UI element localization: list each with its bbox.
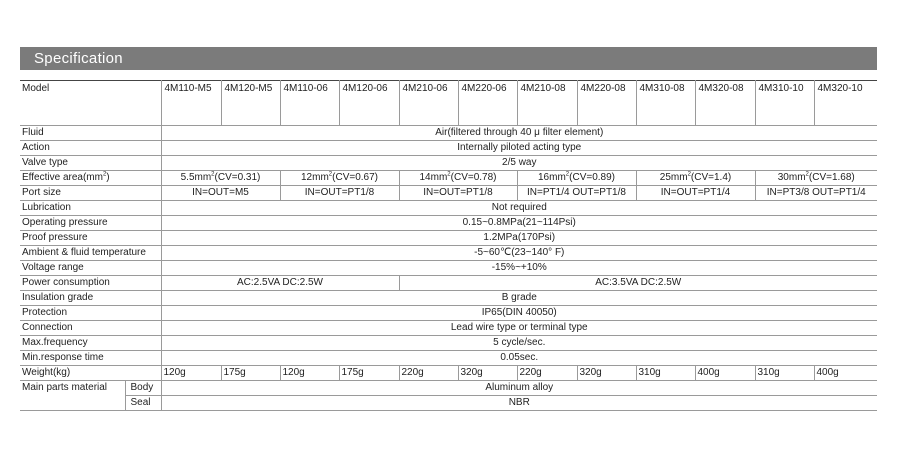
- model-header: 4M310-08: [636, 81, 695, 126]
- effective-area-cell: [161, 171, 280, 186]
- power-cell: AC:2.5VA DC:2.5W: [161, 276, 399, 291]
- area-sup: 2: [328, 171, 333, 178]
- table-row-power-consumption: [20, 276, 877, 291]
- area-cv: (CV=0.67): [332, 172, 378, 183]
- area-cv: (CV=1.68): [808, 172, 855, 183]
- row-label: Lubrication: [20, 201, 161, 216]
- row-label: Voltage range: [20, 261, 161, 276]
- table-row-protection: [20, 306, 877, 321]
- weight-cell: 320g: [458, 366, 517, 381]
- table-row-effective-area: [20, 171, 877, 186]
- row-label: Power consumption: [20, 276, 161, 291]
- model-header: 4M220-08: [577, 81, 636, 126]
- row-label: Proof pressure: [20, 231, 161, 246]
- row-label: Min.response time: [20, 351, 161, 366]
- area-cv: (CV=0.78): [450, 172, 497, 183]
- model-header: 4M110-06: [280, 81, 339, 126]
- row-label: [20, 171, 161, 186]
- weight-cell: 310g: [755, 366, 814, 381]
- specification-table: [20, 80, 877, 411]
- row-value: Not required: [161, 201, 877, 216]
- weight-cell: 400g: [695, 366, 755, 381]
- table-row-max-frequency: [20, 336, 877, 351]
- table-row-model: [20, 81, 877, 126]
- effective-area-cell: [755, 171, 877, 186]
- row-value: NBR: [161, 396, 877, 411]
- table-row-voltage-range: [20, 261, 877, 276]
- row-label: Fluid: [20, 126, 161, 141]
- area-value: 25mm: [659, 172, 688, 183]
- model-header: 4M320-10: [814, 81, 877, 126]
- area-value: 5.5mm: [180, 172, 212, 183]
- table-row-connection: [20, 321, 877, 336]
- table-row-operating-pressure: [20, 216, 877, 231]
- table-row-proof-pressure: [20, 231, 877, 246]
- table-row-insulation-grade: [20, 291, 877, 306]
- row-label: Ambient & fluid temperature: [20, 246, 161, 261]
- port-size-cell: IN=OUT=M5: [161, 186, 280, 201]
- port-size-cell: IN=OUT=PT1/8: [399, 186, 517, 201]
- weight-cell: 175g: [221, 366, 280, 381]
- area-value: 12mm: [301, 172, 329, 183]
- weight-cell: 320g: [577, 366, 636, 381]
- table-row-port-size: [20, 186, 877, 201]
- row-value: Internally piloted acting type: [161, 141, 877, 156]
- row-label: Weight(kg): [20, 366, 161, 381]
- section-title-bar: [20, 47, 877, 70]
- row-label: Operating pressure: [20, 216, 161, 231]
- port-size-cell: IN=OUT=PT1/4: [636, 186, 755, 201]
- area-cv: (CV=1.4): [690, 172, 732, 183]
- row-label: Connection: [20, 321, 161, 336]
- table-row-action: [20, 141, 877, 156]
- table-row-material-seal: [20, 396, 877, 411]
- label-sup: 2: [102, 171, 107, 178]
- area-value: 30mm: [777, 172, 806, 183]
- row-label: Protection: [20, 306, 161, 321]
- port-size-cell: IN=OUT=PT1/8: [280, 186, 399, 201]
- row-label: Max.frequency: [20, 336, 161, 351]
- table-row-fluid: [20, 126, 877, 141]
- weight-cell: 120g: [280, 366, 339, 381]
- table-row-ambient-temperature: [20, 246, 877, 261]
- model-header: 4M210-06: [399, 81, 458, 126]
- row-label: Valve type: [20, 156, 161, 171]
- row-label-model: Model: [20, 81, 161, 126]
- model-header: 4M120-M5: [221, 81, 280, 126]
- model-header: 4M220-06: [458, 81, 517, 126]
- area-sup: 2: [211, 171, 215, 178]
- area-sup: 2: [447, 171, 451, 178]
- row-value: -15%~+10%: [161, 261, 877, 276]
- table-row-min-response: [20, 351, 877, 366]
- area-sup: 2: [805, 171, 809, 178]
- weight-cell: 400g: [814, 366, 877, 381]
- area-cv: (CV=0.31): [214, 172, 261, 183]
- effective-area-cell: [636, 171, 755, 186]
- effective-area-cell: [280, 171, 399, 186]
- row-value: 0.15~0.8MPa(21~114Psi): [161, 216, 877, 231]
- area-sup: 2: [565, 171, 570, 178]
- weight-cell: 310g: [636, 366, 695, 381]
- weight-cell: 175g: [339, 366, 399, 381]
- weight-cell: 220g: [517, 366, 577, 381]
- model-header: 4M210-08: [517, 81, 577, 126]
- model-header: 4M310-10: [755, 81, 814, 126]
- row-value: -5~60℃(23~140° F): [161, 246, 877, 261]
- label-end: ): [106, 172, 110, 183]
- area-value: 16mm: [538, 172, 566, 183]
- area-sup: 2: [687, 171, 691, 178]
- table-row-material-body: [20, 381, 877, 396]
- row-value: B grade: [161, 291, 877, 306]
- row-label: Main parts material: [20, 381, 125, 411]
- sub-label-seal: Seal: [125, 396, 161, 411]
- row-value: IP65(DIN 40050): [161, 306, 877, 321]
- model-header: 4M320-08: [695, 81, 755, 126]
- row-value: Lead wire type or terminal type: [161, 321, 877, 336]
- model-header: 4M110-M5: [161, 81, 221, 126]
- power-cell: AC:3.5VA DC:2.5W: [399, 276, 877, 291]
- row-label: Port size: [20, 186, 161, 201]
- row-label: Insulation grade: [20, 291, 161, 306]
- row-value: Air(filtered through 40 μ filter element): [161, 126, 877, 141]
- area-cv: (CV=0.89): [569, 172, 615, 183]
- weight-cell: 220g: [399, 366, 458, 381]
- row-label: Action: [20, 141, 161, 156]
- port-size-cell: IN=PT1/4 OUT=PT1/8: [517, 186, 636, 201]
- row-value: Aluminum alloy: [161, 381, 877, 396]
- port-size-cell: IN=PT3/8 OUT=PT1/4: [755, 186, 877, 201]
- row-value: 0.05sec.: [161, 351, 877, 366]
- row-value: 5 cycle/sec.: [161, 336, 877, 351]
- row-value: 1.2MPa(170Psi): [161, 231, 877, 246]
- row-value: 2/5 way: [161, 156, 877, 171]
- effective-area-cell: [399, 171, 517, 186]
- table-row-weight: [20, 366, 877, 381]
- model-header: 4M120-06: [339, 81, 399, 126]
- sub-label-body: Body: [125, 381, 161, 396]
- weight-cell: 120g: [161, 366, 221, 381]
- table-row-lubrication: [20, 201, 877, 216]
- section-title: Specification: [34, 50, 123, 67]
- label-text: Effective area(mm: [22, 172, 103, 183]
- area-value: 14mm: [419, 172, 448, 183]
- effective-area-cell: [517, 171, 636, 186]
- table-row-valve-type: [20, 156, 877, 171]
